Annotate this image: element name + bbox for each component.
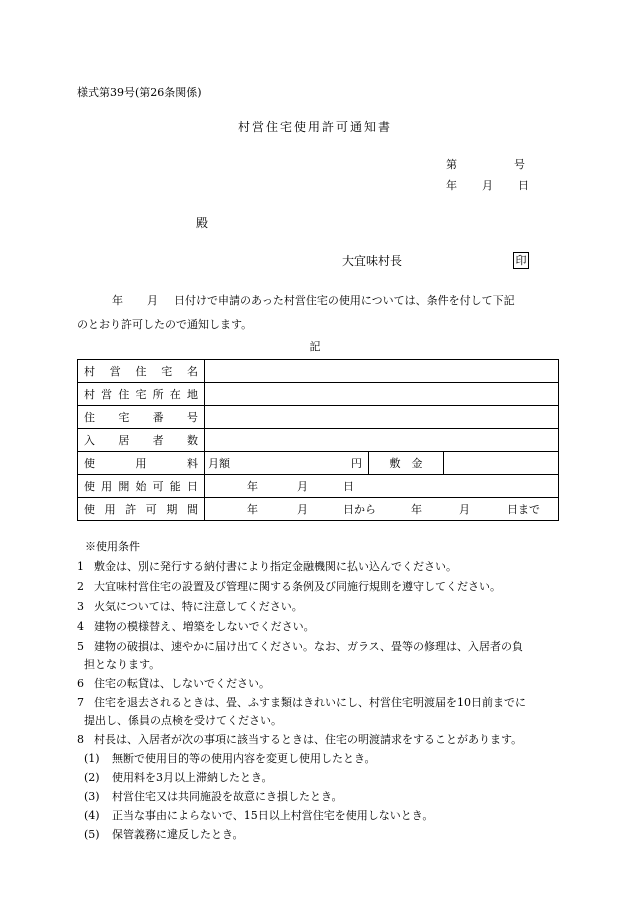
label-char: 許 [125,503,137,516]
document-date [446,179,529,193]
label-char: 期 [166,503,178,516]
condition-text: 敷金は、別に発行する納付書により指定金融機関に払い込んでください。 [94,560,457,573]
intro-line-2: のとおり許可したので通知します。 [77,318,253,331]
table-row [78,452,559,475]
label-housing-address [78,383,205,406]
table-row [78,360,559,383]
label-char: 日 [186,480,198,493]
value-housing-number [205,406,559,429]
label-char: 始 [135,480,147,493]
condition-item [77,580,501,594]
addressee-honorific: 殿 [196,216,209,230]
condition-text: 住宅の転貸は、しないでください。 [94,677,270,690]
label-char: 用 [104,503,116,516]
label-char: 能 [169,480,181,493]
value-occupants [205,429,559,452]
subitem-number: (1) [84,752,100,765]
label-start-date [78,475,205,498]
start-year: 年 [247,480,258,493]
subitem-number: (5) [84,828,100,841]
label-fee [78,452,205,475]
number-prefix: 第 [446,158,457,171]
condition-number: 4 [77,620,84,633]
conditions-heading: ※使用条件 [85,540,140,553]
label-char: 番 [152,411,164,424]
label-char: 住 [135,365,147,378]
label-char: 使 [84,503,95,516]
subitem-number: (3) [84,790,100,803]
value-deposit [444,452,559,475]
label-char: 間 [186,503,198,516]
label-housing-name [78,360,205,383]
condition-text: 火気については、特に注意してください。 [94,600,303,613]
label-char: 村 [84,388,95,401]
label-occupants [78,429,205,452]
label-char: 使 [84,480,95,493]
label-char: 用 [135,457,147,470]
condition-number: 3 [77,600,84,613]
condition-number: 5 [77,640,84,653]
start-day: 日 [343,480,354,493]
table-row [78,498,559,521]
document-title: 村営住宅使用許可通知書 [237,120,392,134]
label-permit-period [78,498,205,521]
condition-number: 1 [77,560,84,573]
fee-monthly-label: 月額 [208,457,230,470]
condition-number: 6 [77,677,84,690]
condition-item [77,560,457,574]
label-char: 使 [84,457,95,470]
condition-number: 7 [77,696,84,709]
permit-table [77,359,559,521]
label-char: 開 [118,480,130,493]
value-housing-address [205,383,559,406]
period-year-1: 年 [247,503,258,516]
condition-item [77,677,270,691]
label-char: 名 [187,365,198,378]
label-char: 居 [118,434,130,447]
subitem-text: 保管義務に違反したとき。 [112,828,244,841]
period-year-2: 年 [411,503,422,516]
label-char: 号 [186,411,198,424]
deposit-label-cell [369,452,444,475]
value-start-date [205,475,559,498]
value-permit-period [205,498,559,521]
table-row [78,406,559,429]
condition-item [77,696,526,710]
label-char: 入 [84,434,95,447]
label-char: 住 [84,411,95,424]
label-char: 用 [101,480,113,493]
condition-number: 2 [77,580,84,593]
value-housing-name [205,360,559,383]
number-suffix: 号 [514,158,525,171]
period-month-2: 月 [459,503,470,516]
label-char: 村 [84,365,95,378]
label-housing-number [78,406,205,429]
condition-subitem [84,771,273,785]
period-from: 日から [343,503,376,516]
label-char: 宅 [135,388,147,401]
label-char: 料 [187,457,198,470]
subitem-number: (4) [84,809,100,822]
date-day: 日 [518,179,529,192]
intro-year: 年 [112,294,123,307]
date-month: 月 [482,179,493,192]
fee-yen-label: 円 [351,457,362,470]
intro-month: 月 [147,294,158,307]
subitem-text: 使用料を3月以上滞納したとき。 [112,771,273,784]
label-char: 宅 [118,411,130,424]
document-number [446,158,525,172]
condition-subitem [84,828,244,842]
intro-line-1 [112,294,515,308]
condition-text: 大宜味村営住宅の設置及び管理に関する条例及び同施行規則を遵守してください。 [94,580,501,593]
label-char: 数 [186,434,198,447]
condition-continuation: 提出し、係員の点検を受けてください。 [84,714,282,727]
condition-subitem [84,809,433,823]
table-row [78,429,559,452]
label-char: 在 [169,388,181,401]
label-char: 可 [145,503,157,516]
table-row [78,475,559,498]
label-char: 地 [186,388,198,401]
label-char: 営 [101,388,113,401]
condition-continuation: 担となります。 [84,658,161,671]
subitem-text: 無断で使用目的等の使用内容を変更し使用したとき。 [112,752,376,765]
table-row [78,383,559,406]
subitem-number: (2) [84,771,100,784]
condition-item [77,600,303,614]
condition-subitem [84,752,376,766]
label-char: 所 [152,388,164,401]
label-char: 者 [152,434,164,447]
condition-text: 建物の破損は、速やかに届け出てください。なお、ガラス、畳等の修理は、入居者の負 [94,640,523,653]
condition-subitem [84,790,343,804]
label-char: 可 [152,480,164,493]
subitem-text: 正当な事由によらないで、15日以上村営住宅を使用しないとき。 [112,809,434,822]
condition-item [77,640,523,654]
ki-heading: 記 [309,340,321,353]
value-fee [205,452,369,475]
issuer-name: 大宜味村長 [342,254,403,268]
form-number: 様式第39号(第26条関係) [77,86,202,99]
label-char: 宅 [161,365,173,378]
deposit-label: 敷 金 [389,457,423,470]
condition-item [77,620,315,634]
condition-text: 村長は、入居者が次の事項に該当するときは、住宅の明渡請求をすることがあります。 [94,733,523,746]
period-month-1: 月 [297,503,308,516]
condition-text: 住宅を退去されるときは、畳、ふすま類はきれいにし、村営住宅明渡届を10日前までに [94,696,526,709]
intro-line1-text: 日付けで申請のあった村営住宅の使用については、条件を付して下記 [174,294,515,307]
condition-item [77,733,522,747]
seal-mark: 印 [513,252,529,269]
start-month: 月 [297,480,308,493]
label-char: 住 [118,388,130,401]
label-char: 営 [109,365,121,378]
subitem-text: 村営住宅又は共同施設を故意にき損したとき。 [112,790,343,803]
period-until: 日まで [507,503,540,516]
condition-number: 8 [77,733,84,746]
condition-text: 建物の模様替え、増築をしないでください。 [94,620,315,633]
date-year: 年 [446,179,457,192]
